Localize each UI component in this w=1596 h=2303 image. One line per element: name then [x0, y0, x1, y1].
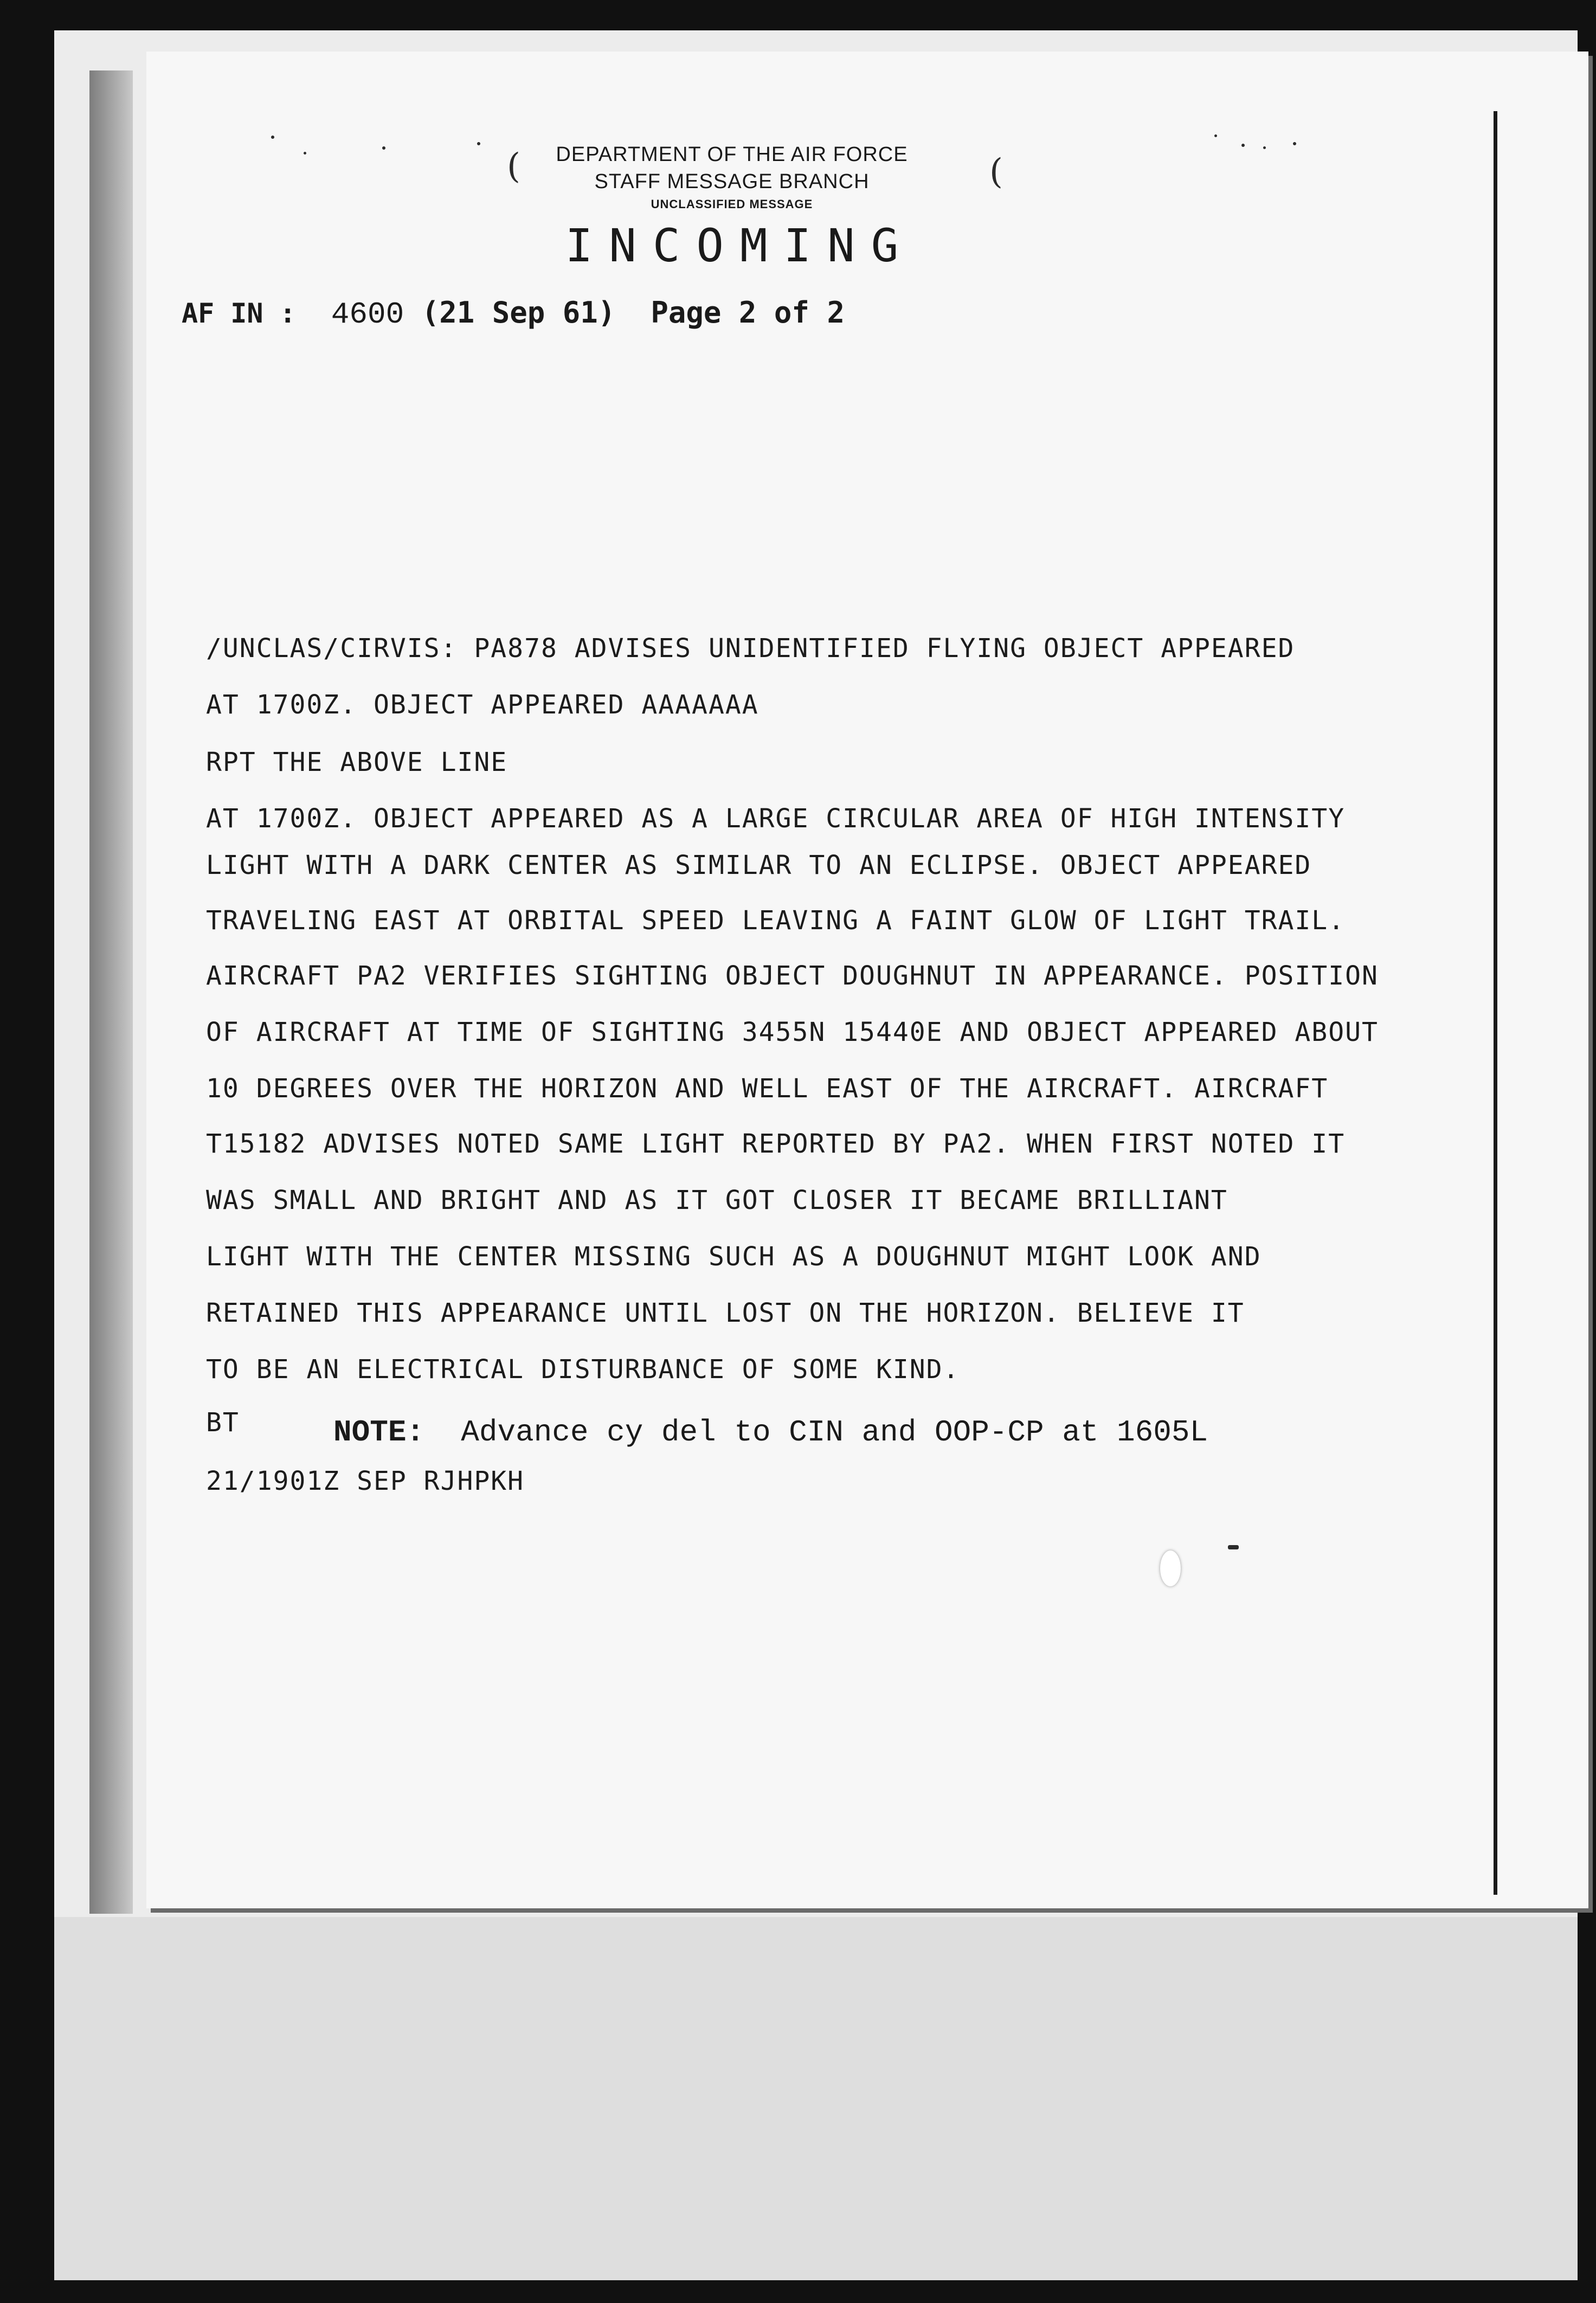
- dust-speck: [382, 146, 385, 150]
- note-text: Advance cy del to CIN and OOP-CP at 1605L: [461, 1415, 1208, 1450]
- dust-speck: [1214, 134, 1217, 137]
- dust-speck: [1293, 142, 1296, 145]
- message-line: RPT THE ABOVE LINE: [206, 747, 508, 777]
- message-line: LIGHT WITH THE CENTER MISSING SUCH AS A DOUGHNUT MIGHT LOOK AND: [206, 1241, 1262, 1272]
- dust-speck: [1263, 146, 1266, 149]
- date-time-group: 21/1901Z SEP RJHPKH: [206, 1466, 525, 1496]
- message-line: TO BE AN ELECTRICAL DISTURBANCE OF SOME KIND.: [206, 1354, 960, 1385]
- reference-line: [182, 295, 845, 332]
- message-line: OF AIRCRAFT AT TIME OF SIGHTING 3455N 15440E AND OBJECT APPEARED ABOUT: [206, 1017, 1379, 1047]
- reference-label: AF IN :: [182, 298, 296, 329]
- message-line: WAS SMALL AND BRIGHT AND AS IT GOT CLOSER IT BECAME BRILLIANT: [206, 1185, 1228, 1215]
- dust-speck: [271, 136, 274, 139]
- department-name: DEPARTMENT OF THE AIR FORCE: [556, 143, 908, 166]
- message-header: [542, 141, 922, 275]
- message-line: RETAINED THIS APPEARANCE UNTIL LOST ON THE HORIZON. BELIEVE IT: [206, 1298, 1245, 1328]
- classification-label: UNCLASSIFIED MESSAGE: [651, 197, 813, 211]
- note-label: NOTE:: [333, 1415, 425, 1450]
- dust-speck: [477, 142, 480, 145]
- left-bracket-mark: (: [507, 146, 520, 186]
- reference-date: (21 Sep 61): [421, 295, 616, 330]
- page-right-border: [1494, 111, 1497, 1895]
- right-bracket-mark: (: [989, 152, 1003, 192]
- message-line: /UNCLAS/CIRVIS: PA878 ADVISES UNIDENTIFIED FLYING OBJECT APPEARED: [206, 633, 1295, 664]
- message-line: LIGHT WITH A DARK CENTER AS SIMILAR TO AN ECLIPSE. OBJECT APPEARED: [206, 850, 1312, 880]
- page-edge-shadow: [89, 70, 133, 1914]
- dust-speck: [1241, 144, 1245, 147]
- reference-number: 4600: [331, 297, 404, 332]
- message-line: AT 1700Z. OBJECT APPEARED AS A LARGE CIRCULAR AREA OF HIGH INTENSITY: [206, 803, 1346, 834]
- message-line: TRAVELING EAST AT ORBITAL SPEED LEAVING A FAINT GLOW OF LIGHT TRAIL.: [206, 905, 1346, 936]
- page-indicator: Page 2 of 2: [651, 295, 845, 330]
- bt-marker: BT: [206, 1407, 240, 1438]
- message-line: AT 1700Z. OBJECT APPEARED AAAAAAA: [206, 690, 759, 720]
- routing-note: [333, 1415, 1208, 1450]
- white-blot: [1160, 1551, 1181, 1586]
- dust-speck: [304, 152, 306, 155]
- branch-name: STAFF MESSAGE BRANCH: [594, 170, 870, 193]
- message-line: 10 DEGREES OVER THE HORIZON AND WELL EAST OF THE AIRCRAFT. AIRCRAFT: [206, 1073, 1329, 1104]
- message-line: AIRCRAFT PA2 VERIFIES SIGHTING OBJECT DOUGHNUT IN APPEARANCE. POSITION: [206, 961, 1379, 991]
- ink-mark: [1228, 1545, 1239, 1549]
- message-line: T15182 ADVISES NOTED SAME LIGHT REPORTED BY PA2. WHEN FIRST NOTED IT: [206, 1129, 1346, 1159]
- direction-title: INCOMING: [565, 219, 915, 272]
